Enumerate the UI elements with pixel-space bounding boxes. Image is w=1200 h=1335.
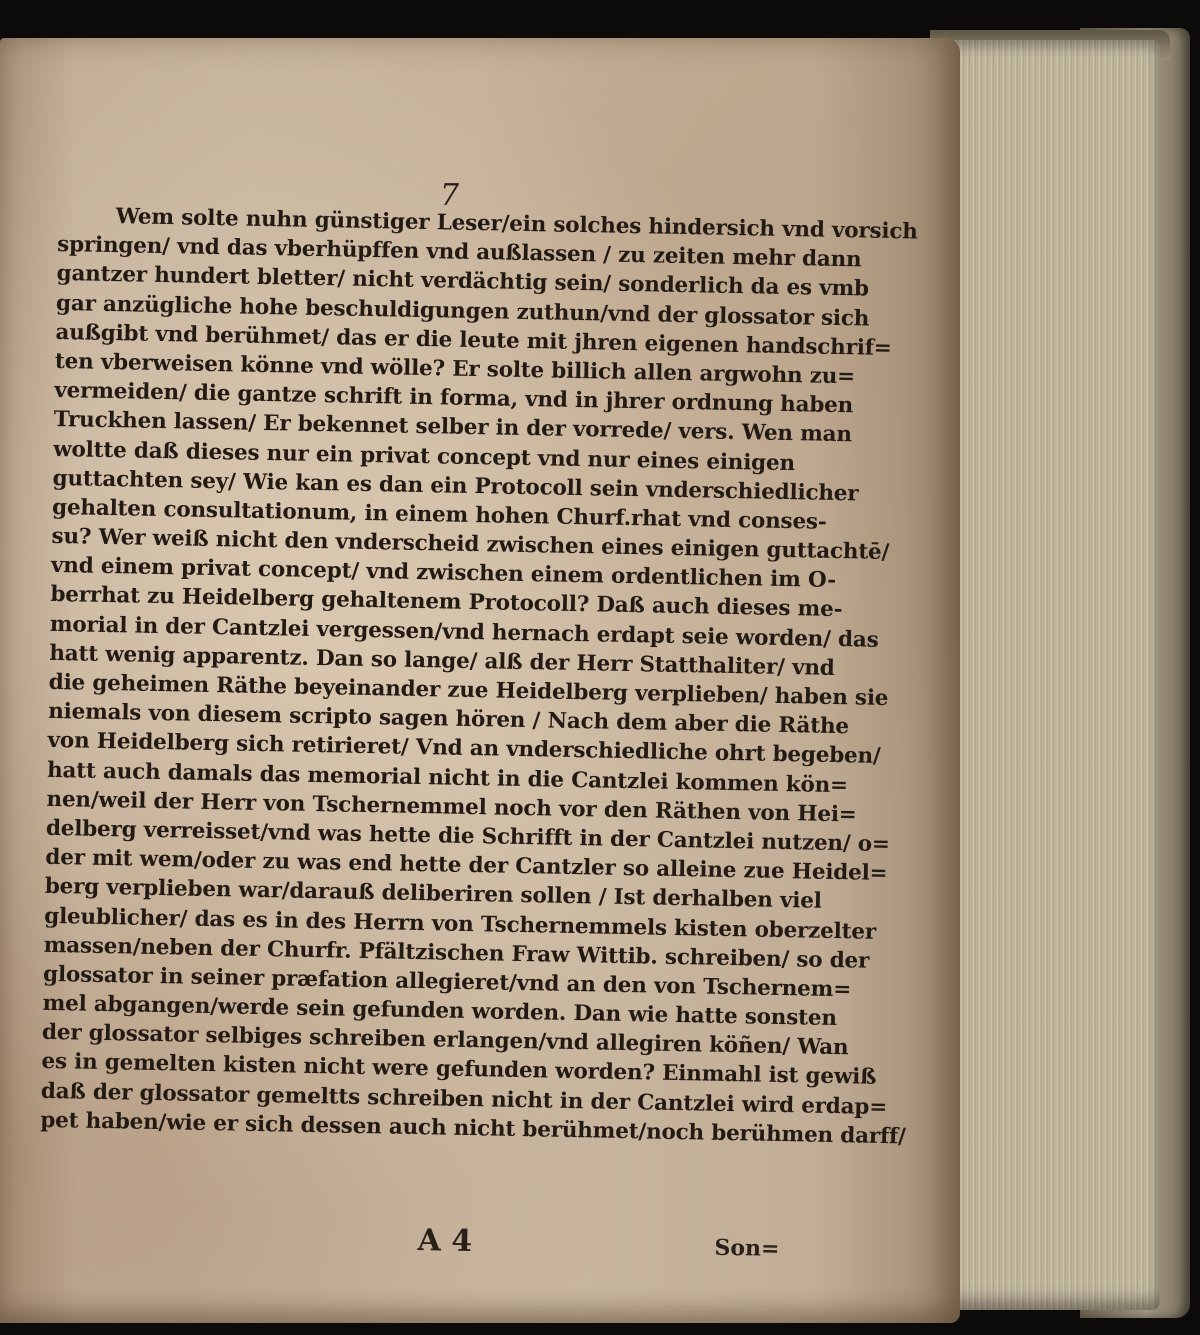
text-line: pet haben/wie er sich dessen auch nicht berühmet/noch berühmen darff/ [40, 1107, 906, 1150]
text-line: delberg verreisset/vnd was hette die Schrifft in der Cantzlei nutzen/ o= [45, 815, 890, 858]
page-footer [0, 1215, 800, 1270]
text-line: woltte daß dieses nur ein privat concept vnd nur eines einigen [52, 436, 796, 476]
text-line: vermeiden/ die gantze schrift in forma, vnd in jhrer ordnung haben [54, 378, 854, 419]
text-line: niemals von diesem scripto sagen hören / Nach dem aber die Räthe [47, 699, 850, 740]
text-line: die geheimen Räthe beyeinander zue Heidelberg verplieben/ haben sie [48, 669, 889, 712]
text-line: berg verplieben war/darauß deliberiren sollen / Ist derhalben viel [44, 874, 822, 915]
text-line: hatt auch damals das memorial nicht in die Cantzlei kommen kön= [46, 757, 849, 798]
text-line: glossator in seiner præfation allegieret/vnd an den von Tschernem= [42, 961, 852, 1003]
text-line: morial in der Cantzlei vergessen/vnd hernach erdapt seie worden/ das [49, 611, 879, 653]
book-page [0, 38, 960, 1323]
text-line: gar anzügliche hohe beschuldigungen zuthun/vnd der glossator sich [55, 290, 870, 332]
text-line: nen/weil der Herr von Tschernemmel noch vor den Räthen von Hei= [46, 786, 857, 828]
text-line: mel abgangen/werde sein gefunden worden. Dan wie hatte sonsten [42, 990, 837, 1032]
text-line: gantzer hundert bletter/ nicht verdächtig sein/ sonderlich da es vmb [56, 261, 870, 302]
text-line: gleublicher/ das es in des Herrn von Tschernemmels kisten oberzelter [44, 903, 877, 945]
text-line: Wem solte nuhn günstiger Leser/ein solches hindersich vnd vorsich [115, 204, 918, 245]
text-line: von Heidelberg sich retirieret/ Vnd an vnderschiedliche ohrt begeben/ [47, 728, 881, 770]
catchword: Son= [714, 1234, 780, 1262]
text-line: vnd einem privat concept/ vnd zwischen einem ordentlichen im O- [50, 553, 837, 594]
page-number: 7 [440, 178, 460, 213]
text-line: Truckhen lassen/ Er bekennet selber in der vorrede/ vers. Wen man [53, 407, 853, 448]
text-line: springen/ vnd das vberhüpffen vnd außlassen / zu zeiten mehr dann [56, 232, 862, 273]
text-line: su? Wer weiß nicht den vnderscheid zwischen eines einigen guttachtē/ [51, 524, 890, 566]
text-line: gehalten consultationum, in einem hohen Churf.rhat vnd conses- [51, 494, 827, 535]
text-line: der glossator selbiges schreiben erlangen/vnd allegiren köñen/ Wan [41, 1020, 849, 1061]
text-line: ten vberweisen könne vnd wölle? Er solte billich allen argwohn zu= [54, 348, 856, 390]
text-line: berrhat zu Heidelberg gehaltenem Protocoll? Daß auch dieses me- [50, 582, 843, 623]
page-text-block [40, 201, 918, 1150]
text-line: hatt wenig apparentz. Dan so lange/ alß der Herr Statthaliter/ vnd [49, 640, 835, 681]
text-line: der mit wem/oder zu was end hette der Cantzler so alleine zue Heidel= [45, 845, 888, 887]
text-line: außgibt vnd berühmet/ das er die leute mit jhren eigenen handschrif= [55, 319, 892, 361]
text-line: es in gemelten kisten nicht were gefunden worden? Einmahl ist gewiß [41, 1049, 877, 1091]
signature-mark: A 4 [417, 1223, 473, 1260]
text-line: massen/neben der Churfr. Pfältzischen Fraw Wittib. schreiben/ so der [43, 932, 870, 974]
text-line: guttachten sey/ Wie kan es dan ein Protocoll sein vnderschiedlicher [52, 465, 859, 507]
text-line: daß der glossator gemeltts schreiben nicht in der Cantzlei wird erdap= [40, 1078, 888, 1120]
page-edges [930, 40, 1160, 1310]
